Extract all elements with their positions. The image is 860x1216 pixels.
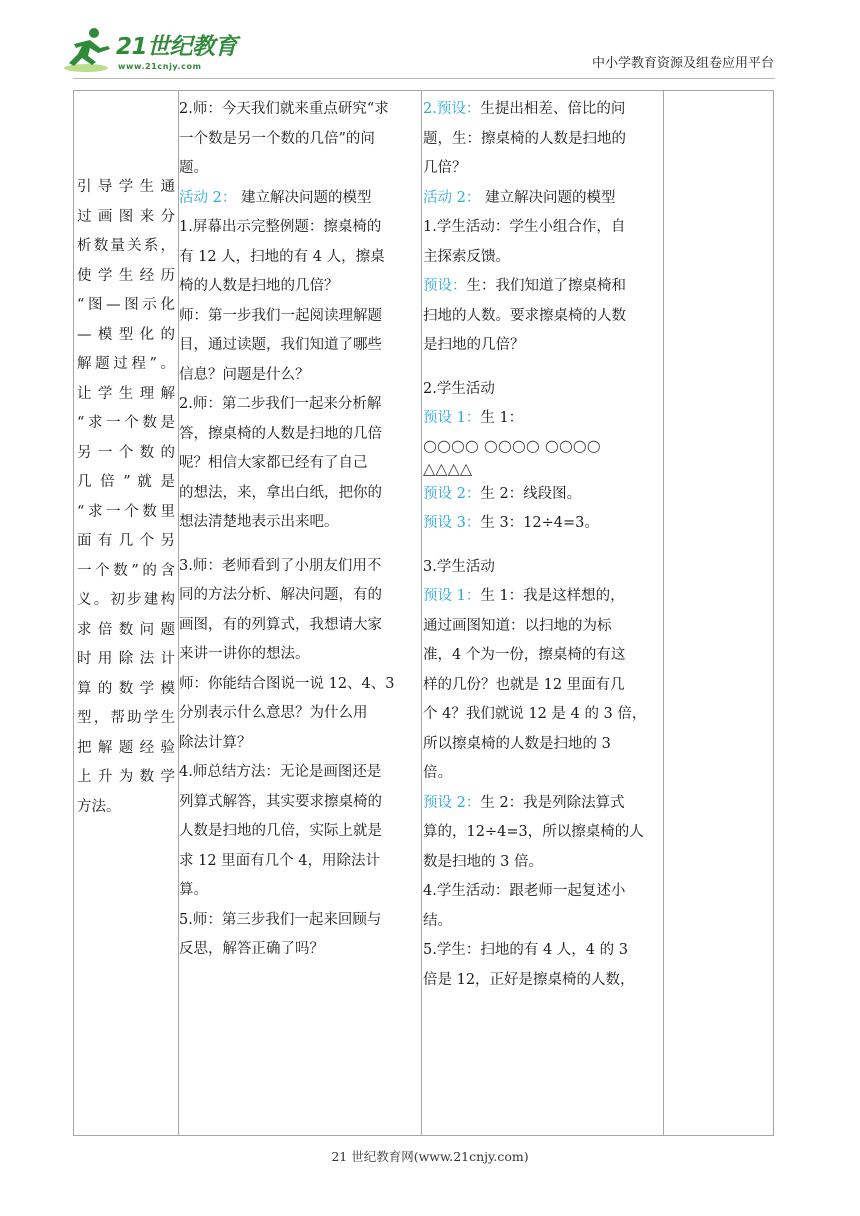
- intent-line: 时用除法计: [77, 651, 175, 667]
- paragraph-gap: [423, 361, 663, 375]
- student-line: 题，生：擦桌椅的人数是扫地的: [423, 130, 626, 147]
- design-intent-cell: [77, 173, 175, 822]
- lesson-table: [73, 90, 774, 1136]
- intent-line: “图—图示化: [77, 297, 175, 313]
- runner-logo-icon: [60, 24, 116, 74]
- activity-title: 建立解决问题的模型: [240, 189, 372, 206]
- teacher-line: 2.师：今天我们就来重点研究“求: [179, 101, 389, 117]
- student-line: 所以擦桌椅的人数是扫地的 3: [423, 735, 611, 752]
- preset-label: 预设 2：: [423, 485, 481, 502]
- intent-line: 义。初步建构: [77, 592, 175, 608]
- intent-line: 一个数”的含: [77, 562, 175, 579]
- teacher-line: 的想法，来，拿出白纸，把你的: [179, 484, 382, 501]
- student-line: 4.学生活动：跟老师一起复述小: [423, 883, 626, 899]
- preset-label: 预设 2：: [423, 794, 481, 811]
- activity-label: 活动 2：: [423, 189, 481, 206]
- teacher-line: 反思，解答正确了吗？: [179, 941, 324, 957]
- teacher-line: 画图，有的列算式，我想请大家: [179, 616, 382, 633]
- student-text: 生 1：: [480, 410, 524, 426]
- student-line: [423, 404, 663, 434]
- teacher-line: 想法清楚地表示出来吧。: [179, 514, 339, 530]
- intent-line: 把解题经验: [77, 739, 175, 756]
- teacher-line: 列算式解答，其实要求擦桌椅的: [179, 793, 382, 810]
- paragraph-gap: [423, 539, 663, 553]
- teacher-line: 算。: [179, 882, 208, 898]
- teacher-line: 除法计算？: [179, 734, 252, 751]
- student-line: 通过画图知道：以扫地的为标: [423, 617, 612, 634]
- student-line: 主探索反馈。: [423, 248, 510, 265]
- teacher-line: 5.师：第三步我们一起来回顾与: [179, 911, 382, 928]
- teacher-line: 有 12 人，扫地的有 4 人，擦桌: [179, 248, 385, 265]
- student-line: 倍是 12，正好是擦桌椅的人数，: [423, 971, 635, 988]
- student-activity-cell: [423, 95, 663, 995]
- student-heading: 2.学生活动: [423, 380, 495, 397]
- activity-label: 活动 2：: [179, 189, 237, 206]
- teacher-line: 同的方法分析、解决问题，有的: [179, 587, 382, 603]
- student-line: 1.学生活动：学生小组合作，自: [423, 219, 626, 235]
- teacher-line: 答，擦桌椅的人数是扫地的几倍: [179, 425, 382, 442]
- logo-url: www.21cnjy.com: [118, 62, 202, 71]
- intent-line: 解题过程”。: [77, 356, 175, 372]
- intent-line: 型，帮助学生: [77, 710, 175, 726]
- student-line: 几倍？: [423, 160, 467, 176]
- student-line: 个 4？我们就说 12 是 4 的 3 倍，: [423, 706, 647, 722]
- student-line: [423, 480, 663, 510]
- intent-line: 算的数学模: [77, 680, 175, 697]
- intent-line: “求一个数里: [77, 503, 175, 520]
- column-divider: [421, 91, 422, 1135]
- student-line: 样的几份？也就是 12 里面有几: [423, 676, 625, 693]
- page-footer: 21 世纪教育网(www.21cnjy.com): [331, 1149, 529, 1164]
- teacher-line: 分别表示什么意思？为什么用: [179, 705, 368, 721]
- site-logo: [60, 24, 250, 76]
- intent-line: “求一个数是: [77, 415, 175, 431]
- teacher-line: 一个数是另一个数的几倍”的问: [179, 130, 375, 147]
- student-text: 生：我们知道了擦桌椅和: [466, 278, 626, 294]
- student-line: 准，4 个为一份，擦桌椅的有这: [423, 647, 626, 663]
- student-line: [423, 789, 663, 819]
- teacher-line: 来讲一讲你的想法。: [179, 646, 310, 662]
- student-line: [423, 582, 663, 612]
- intent-line: —模型化的: [77, 326, 175, 343]
- preset-label: 预设 1：: [423, 588, 481, 604]
- student-line: 是扫地的几倍？: [423, 337, 525, 353]
- student-text: 生 3：12÷4=3。: [480, 515, 599, 531]
- page-header: [0, 0, 860, 90]
- preset-label: 预设 3：: [423, 515, 481, 531]
- student-text: 生提出相差、倍比的问: [480, 101, 626, 117]
- student-line: [423, 272, 663, 302]
- intent-line: 让学生理解: [77, 385, 175, 402]
- teacher-line: 人数是扫地的几倍，实际上就是: [179, 823, 382, 839]
- intent-line: 上升为数学: [77, 769, 175, 785]
- teacher-line: 师：你能结合图说一说 12、4、3: [179, 675, 395, 692]
- teacher-line: 4.师总结方法：无论是画图还是: [179, 764, 382, 780]
- intent-line: 方法。: [77, 798, 121, 815]
- circle-diagram: ○○○○ ○○○○ ○○○○: [423, 435, 601, 455]
- student-line: 扫地的人数。要求擦桌椅的人数: [423, 307, 626, 324]
- teacher-line: 2.师：第二步我们一起来分析解: [179, 396, 382, 412]
- student-line: [423, 509, 663, 539]
- logo-text: 21世纪教育: [116, 34, 238, 60]
- header-divider: [73, 78, 775, 79]
- preset-label: 预设：: [423, 278, 467, 294]
- student-line: 5.学生：扫地的有 4 人，4 的 3: [423, 942, 628, 958]
- teacher-line: 题。: [179, 160, 208, 176]
- intent-line: 使学生经历: [77, 267, 175, 284]
- student-line: [423, 95, 663, 125]
- student-line: 数是扫地的 3 倍。: [423, 853, 543, 870]
- preset-label: 2.预设：: [423, 101, 481, 117]
- teacher-line: 求 12 里面有几个 4，用除法计: [179, 852, 381, 869]
- platform-title: 中小学教育资源及组卷应用平台: [591, 56, 774, 71]
- triangle-diagram: △△△△: [423, 458, 473, 478]
- student-text: 生 2：我是列除法算式: [480, 794, 625, 811]
- activity-heading: [423, 184, 663, 214]
- student-text: 生 2：线段图。: [480, 485, 582, 502]
- intent-line: 引导学生通: [77, 179, 175, 195]
- teacher-line: 椅的人数是扫地的几倍？: [179, 278, 339, 294]
- student-line: 算的，12÷4=3，所以擦桌椅的人: [423, 824, 644, 840]
- intent-line: 过画图来分: [77, 208, 175, 225]
- intent-line: 面有几个另: [77, 533, 175, 549]
- teacher-line: 3.师：老师看到了小朋友们用不: [179, 557, 382, 574]
- intent-line: 求倍数问题: [77, 621, 175, 638]
- paragraph-gap: [179, 538, 421, 552]
- intent-line: 另一个数的: [77, 444, 175, 461]
- column-divider: [663, 91, 664, 1135]
- teacher-line: 目，通过读题，我们知道了哪些: [179, 337, 382, 353]
- student-text: 生 1：我是这样想的，: [480, 588, 625, 604]
- teacher-line: 师：第一步我们一起阅读理解题: [179, 307, 382, 324]
- student-line: 倍。: [423, 765, 452, 781]
- student-heading: 3.学生活动: [423, 558, 495, 575]
- intent-line: 析数量关系，: [77, 238, 175, 254]
- activity-heading: [179, 184, 421, 214]
- teacher-line: 信息？问题是什么？: [179, 366, 310, 383]
- teacher-activity-cell: [179, 95, 421, 965]
- activity-title: 建立解决问题的模型: [484, 189, 616, 206]
- teacher-line: 呢？相信大家都已经有了自己: [179, 455, 368, 471]
- intent-line: 几 倍 ” 就 是: [77, 474, 175, 490]
- student-line: 结。: [423, 912, 452, 929]
- preset-label: 预设 1：: [423, 410, 481, 426]
- teacher-line: 1.屏幕出示完整例题：擦桌椅的: [179, 219, 382, 235]
